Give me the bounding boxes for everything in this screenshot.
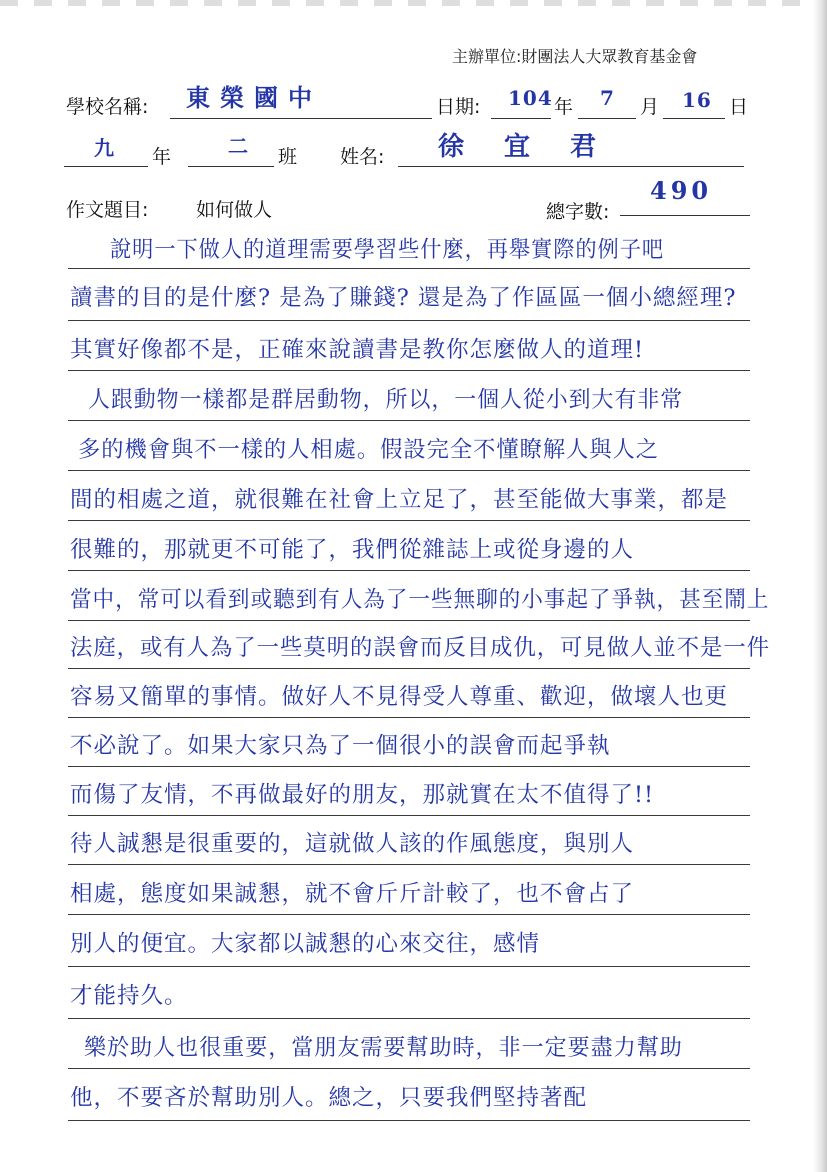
name-value: 徐宜君: [438, 132, 637, 162]
essay-line: 相處，態度如果誠懇，就不會斤斤計較了，也不會占了: [70, 881, 635, 907]
scan-edge-shadow: [813, 0, 827, 1172]
essay-line: 他，不要吝於幫助別人。總之，只要我們堅持著配: [70, 1085, 588, 1111]
essay-line: 不必說了。如果大家只為了一個很小的誤會而起爭執: [70, 733, 611, 759]
ruled-line: [68, 1120, 750, 1121]
month-fill-line: [578, 118, 636, 119]
name-fill-line: [398, 166, 744, 167]
class-fill-line: [188, 166, 274, 167]
ruled-line: [68, 966, 750, 967]
essay-line: 待人誠懇是很重要的，這就做人該的作風態度，與別人: [70, 831, 635, 857]
day-value: 16: [682, 88, 712, 112]
ruled-line: [68, 1018, 750, 1019]
grade-value: 九: [94, 136, 115, 160]
month-label: 月: [640, 96, 660, 118]
school-fill-line: [170, 118, 432, 119]
ruled-line: [68, 717, 750, 718]
ruled-line: [68, 815, 750, 816]
essay-line: 才能持久。: [70, 983, 188, 1009]
essay-line: 多的機會與不一樣的人相處。假設完全不懂瞭解人與人之: [78, 437, 660, 463]
ruled-line: [68, 914, 750, 915]
essay-line: 法庭，或有人為了一些莫明的誤會而反目成仇，可見做人並不是一件: [70, 635, 771, 661]
topic-value: 如何做人: [196, 199, 273, 221]
ruled-line: [68, 1068, 750, 1069]
essay-line: 人跟動物一樣都是群居動物，所以，一個人從小到大有非常: [88, 387, 684, 413]
day-label: 日: [729, 96, 749, 118]
ruled-line: [68, 864, 750, 865]
essay-line: 樂於助人也很重要，當朋友需要幫助時，非一定要盡力幫助: [84, 1035, 683, 1061]
wordcount-label: 總字數:: [546, 201, 610, 223]
grade-label: 年: [152, 146, 172, 168]
wordcount-fill-line: [620, 215, 750, 216]
ruled-line: [68, 766, 750, 767]
essay-line: 讀書的目的是什麼? 是為了賺錢? 還是為了作區區一個小總經理?: [70, 285, 737, 311]
class-value: 二: [228, 134, 249, 158]
ruled-line: [68, 570, 750, 571]
essay-line: 很難的，那就更不可能了，我們從雜誌上或從身邊的人: [70, 537, 635, 563]
ruled-line: [68, 320, 750, 321]
grade-fill-line: [64, 166, 148, 167]
essay-line: 其實好像都不是，正確來說讀書是教你怎麼做人的道理!: [70, 337, 645, 363]
essay-line: 間的相處之道，就很難在社會上立足了，甚至能做大事業，都是: [70, 487, 729, 513]
ruled-line: [68, 620, 750, 621]
sponsor-line: 主辦單位:財團法人大眾教育基金會: [452, 47, 698, 66]
essay-line: 說明一下做人的道理需要學習些什麼，再舉實際的例子吧: [110, 237, 665, 263]
ruled-line: [68, 668, 750, 669]
class-label: 班: [278, 146, 298, 168]
scan-artifact-top: [0, 0, 827, 6]
school-value: 東榮國中: [186, 83, 322, 112]
month-value: 7: [600, 86, 615, 110]
year-fill-line: [491, 118, 551, 119]
essay-line: 而傷了友情，不再做最好的朋友，那就實在太不值得了!!: [70, 782, 655, 808]
essay-line: 別人的便宜。大家都以誠懇的心來交往，感情: [70, 931, 541, 957]
name-label: 姓名:: [340, 146, 385, 168]
day-fill-line: [663, 118, 725, 119]
school-label: 學校名稱:: [66, 96, 149, 118]
essay-line: 容易又簡單的事情。做好人不見得受人尊重、歡迎，做壞人也更: [70, 684, 729, 710]
ruled-line: [68, 520, 750, 521]
ruled-line: [68, 470, 750, 471]
year-value: 104: [508, 86, 553, 110]
year-label: 年: [554, 96, 574, 118]
ruled-line: [68, 420, 750, 421]
date-label: 日期:: [436, 96, 481, 118]
topic-label: 作文題目:: [66, 199, 149, 221]
wordcount-value: 490: [650, 176, 713, 205]
ruled-line: [68, 370, 750, 371]
essay-line: 當中，常可以看到或聽到有人為了一些無聊的小事起了爭執，甚至鬧上: [70, 587, 770, 613]
